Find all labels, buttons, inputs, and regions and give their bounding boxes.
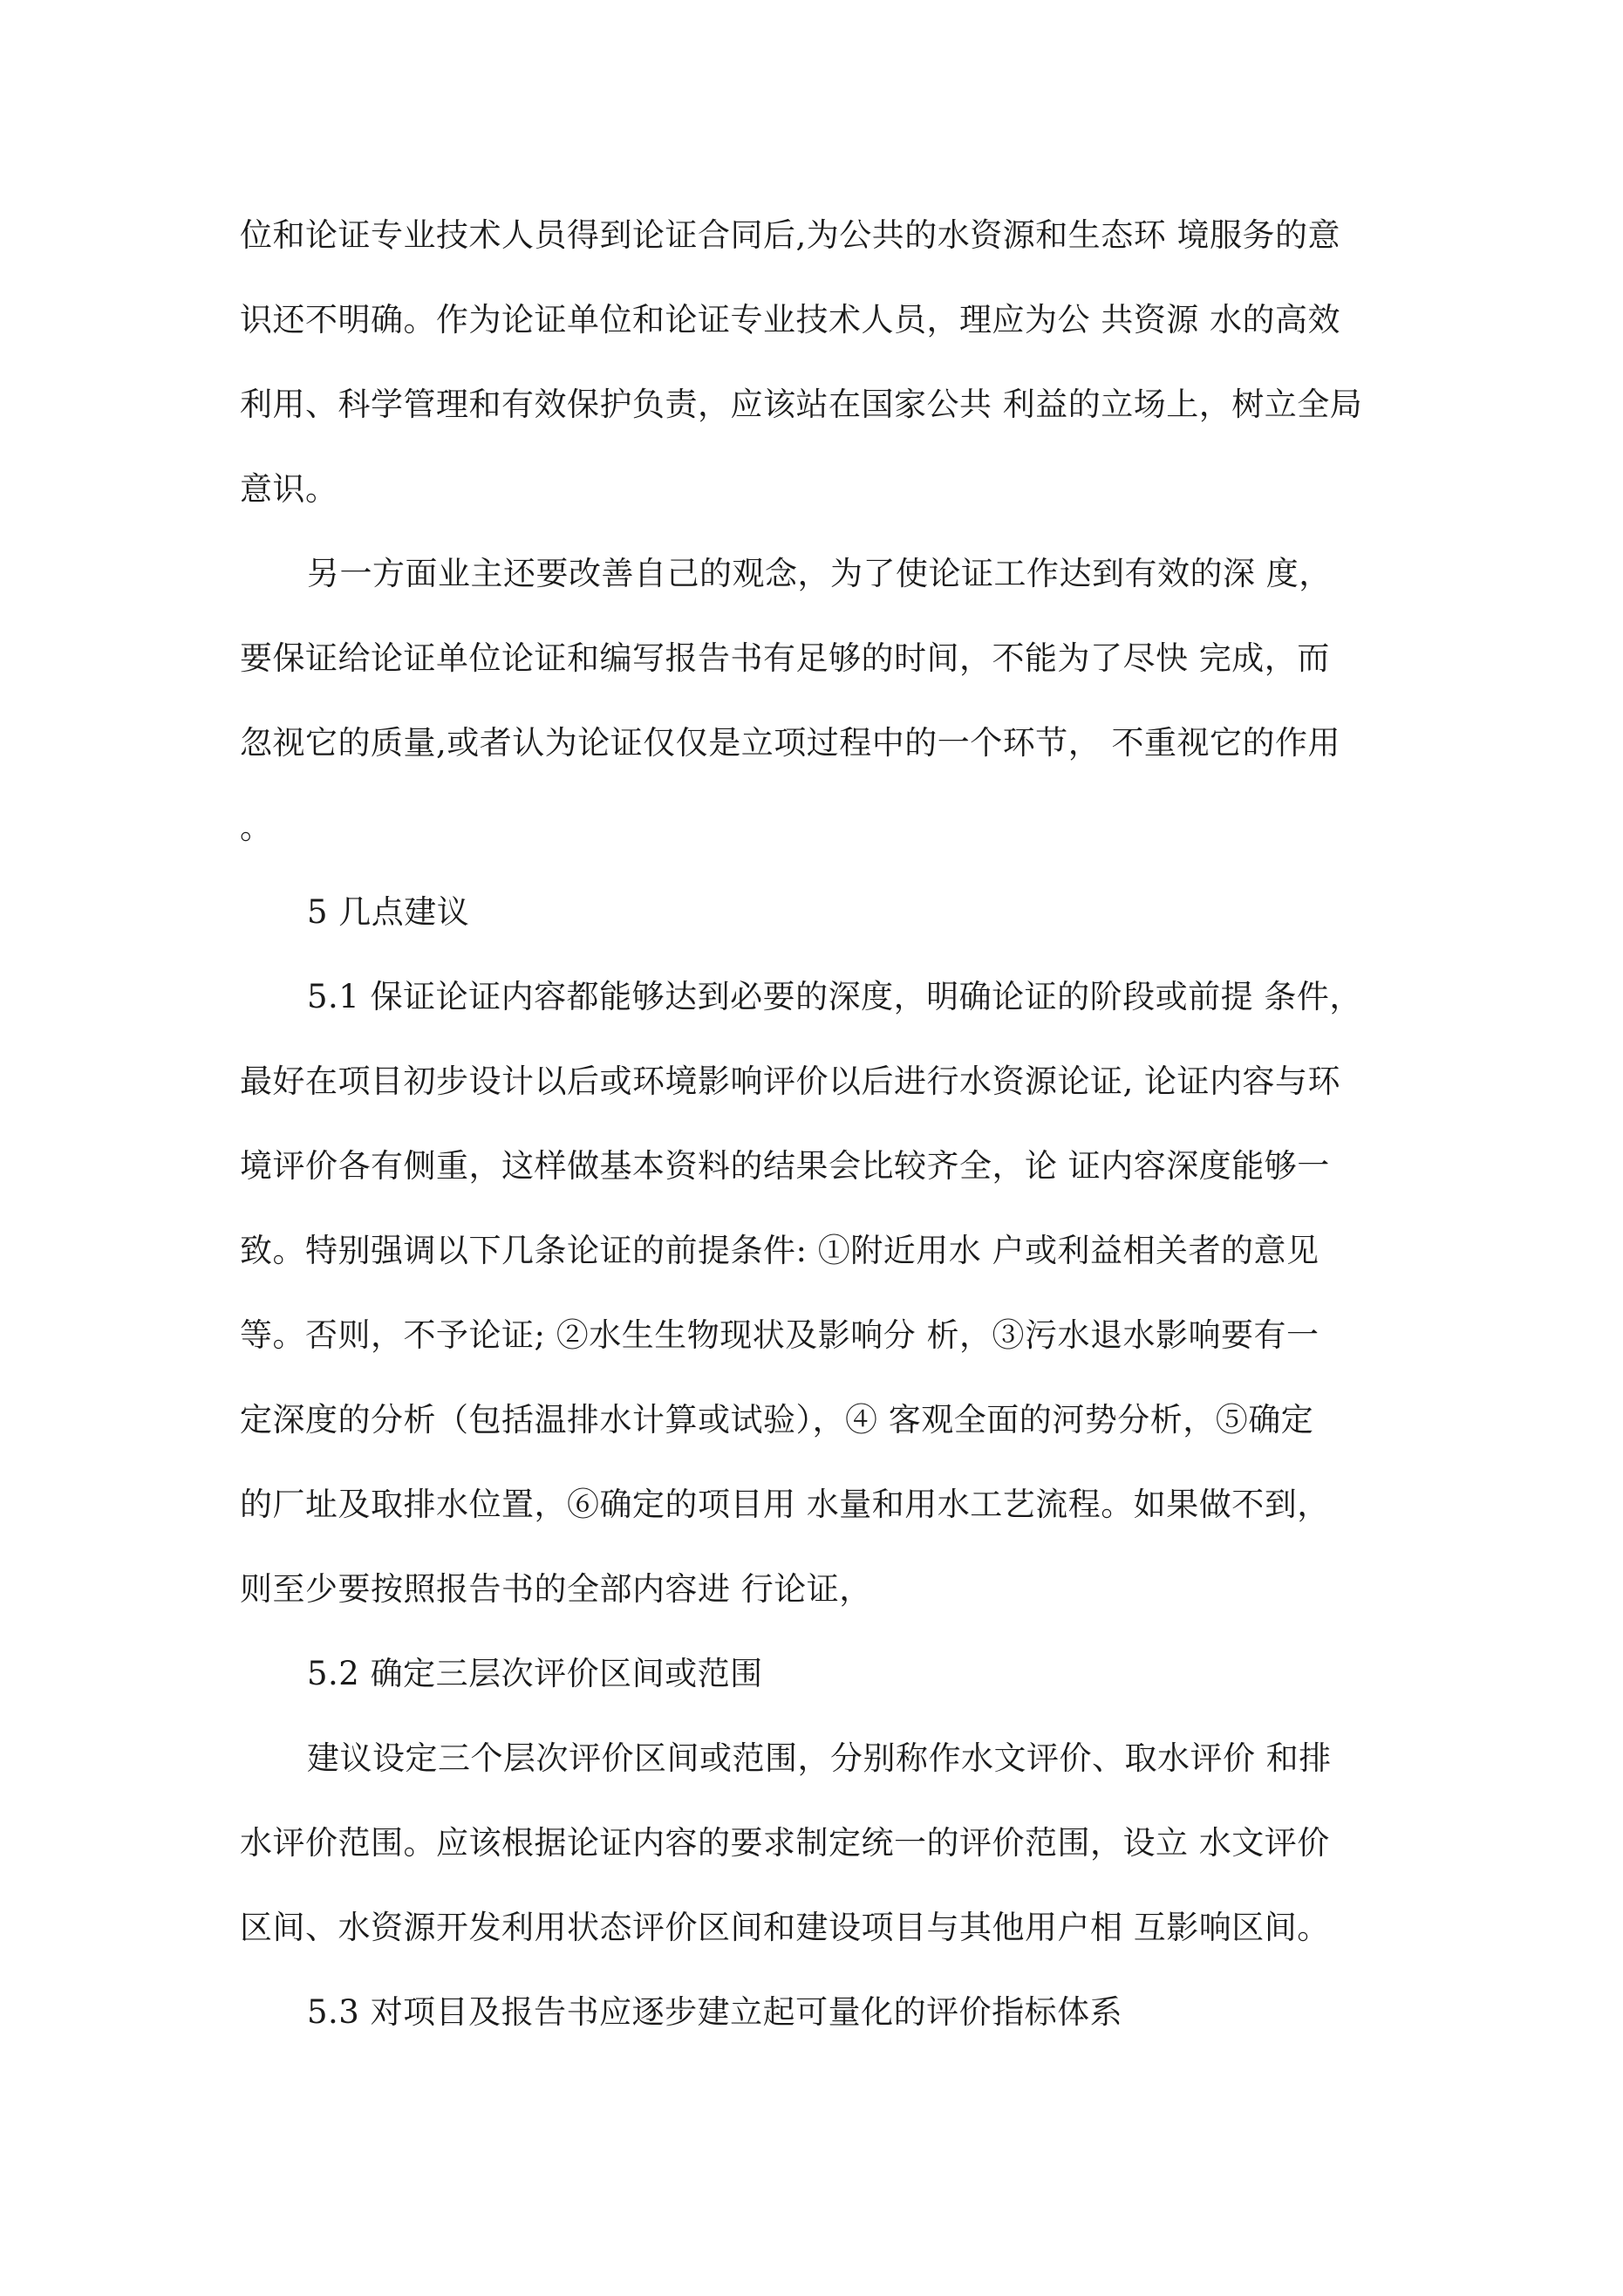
section-heading: 5.3 对项目及报告书应逐步建立起可量化的评价指标体系 xyxy=(307,1993,1123,2031)
paragraph-line: 5.1 保证论证内容都能够达到必要的深度，明确论证的阶段或前提 条件， xyxy=(307,978,1362,1015)
paragraph-line: 意识。 xyxy=(240,470,338,508)
paragraph-line: 致。特别强调以下几条论证的前提条件: ①附近用水 户或利益相关者的意见 xyxy=(240,1232,1320,1269)
paragraph-line: 忽视它的质量,或者认为论证仅仅是立项过程中的一个环节， 不重视它的作用 xyxy=(240,724,1341,762)
paragraph-line: 区间、水资源开发利用状态评价区间和建设项目与其他用户相 互影响区间。 xyxy=(240,1909,1330,1946)
paragraph-line: 境评价各有侧重，这样做基本资料的结果会比较齐全，论 证内容深度能够一 xyxy=(240,1147,1330,1185)
paragraph-line: 定深度的分析（包括温排水计算或试验），④ 客观全面的河势分析，⑤确定 xyxy=(240,1401,1314,1438)
section-heading: 5 几点建议 xyxy=(307,893,470,931)
paragraph-line: 则至少要按照报告书的全部内容进 行论证， xyxy=(240,1570,872,1608)
paragraph-line: 水评价范围。应该根据论证内容的要求制定统一的评价范围，设立 水文评价 xyxy=(240,1824,1330,1862)
paragraph-line: 利用、科学管理和有效保护负责，应该站在国家公共 利益的立场上，树立全局 xyxy=(240,386,1363,423)
paragraph-line: 要保证给论证单位论证和编写报告书有足够的时间，不能为了尽快 完成，而 xyxy=(240,639,1330,677)
section-heading: 5.2 确定三层次评价区间或范围 xyxy=(307,1655,763,1692)
paragraph-line: 识还不明确。作为论证单位和论证专业技术人员，理应为公 共资源 水的高效 xyxy=(240,301,1341,338)
paragraph-line: 另一方面业主还要改善自己的观念，为了使论证工作达到有效的深 度， xyxy=(307,555,1332,592)
paragraph-line: 位和论证专业技术人员得到论证合同后,为公共的水资源和生态环 境服务的意 xyxy=(240,216,1341,254)
paragraph-line: 最好在项目初步设计以后或环境影响评价以后进行水资源论证, 论证内容与环 xyxy=(240,1063,1341,1100)
paragraph-line: 建议设定三个层次评价区间或范围，分别称作水文评价、取水评价 和排 xyxy=(307,1739,1332,1777)
paragraph-line: 的厂址及取排水位置，⑥确定的项目用 水量和用水工艺流程。如果做不到， xyxy=(240,1486,1330,1523)
paragraph-line: 。 xyxy=(240,809,273,846)
paragraph-line: 等。否则，不予论证; ②水生生物现状及影响分 析，③污水退水影响要有一 xyxy=(240,1316,1320,1354)
